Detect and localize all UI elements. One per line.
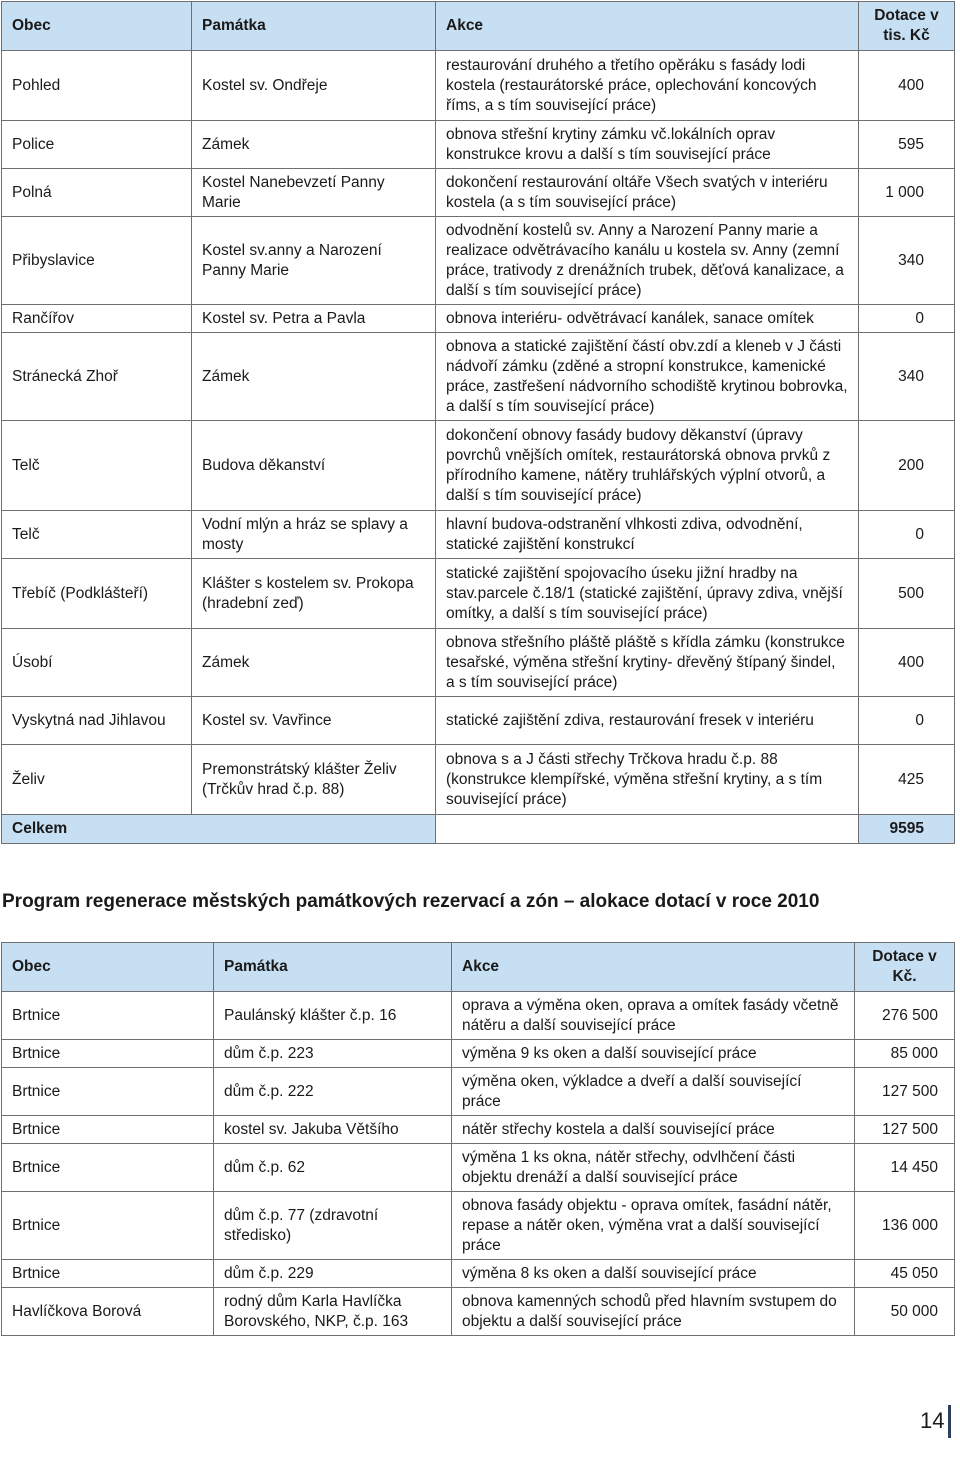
cell-akce: nátěr střechy kostela a další související práce xyxy=(452,1116,855,1144)
table-header-row xyxy=(2,943,955,992)
table-row xyxy=(2,629,955,697)
cell-dotace: 127 500 xyxy=(855,1116,955,1144)
page-number: 14 xyxy=(920,1408,945,1433)
cell-pamatka: Premonstrátský klášter Želiv (Trčkův hrad č.p. 88) xyxy=(192,745,436,815)
cell-dotace: 14 450 xyxy=(855,1144,955,1192)
header-pamatka: Památka xyxy=(214,943,452,992)
cell-obec: Police xyxy=(2,121,192,169)
allocation-table-2 xyxy=(1,942,955,1336)
cell-akce: obnova interiéru- odvětrávací kanálek, sanace omítek xyxy=(436,305,859,333)
cell-pamatka: Kostel sv. Vavřince xyxy=(192,697,436,745)
cell-akce: obnova a statické zajištění částí obv.zdí a kleneb v J části nádvoří zámku (zděné a stropní konstrukce, kamenické práce, zastřešení nádvorního schodiště krytinou bobrovka, a další s tím související práce) xyxy=(436,333,859,421)
cell-obec: Třebíč (Podklášteří) xyxy=(2,559,192,629)
cell-dotace: 400 xyxy=(859,629,955,697)
cell-obec: Vyskytná nad Jihlavou xyxy=(2,697,192,745)
cell-dotace: 340 xyxy=(859,217,955,305)
cell-akce: výměna oken, výkladce a dveří a další související práce xyxy=(452,1068,855,1116)
cell-pamatka: Vodní mlýn a hráz se splavy a mosty xyxy=(192,511,436,559)
cell-pamatka: Paulánský klášter č.p. 16 xyxy=(214,992,452,1040)
cell-pamatka: kostel sv. Jakuba Většího xyxy=(214,1116,452,1144)
cell-pamatka: Kostel Nanebevzetí Panny Marie xyxy=(192,169,436,217)
cell-dotace: 500 xyxy=(859,559,955,629)
table-row xyxy=(2,745,955,815)
cell-obec: Brtnice xyxy=(2,1144,214,1192)
cell-dotace: 595 xyxy=(859,121,955,169)
header-akce: Akce xyxy=(452,943,855,992)
cell-dotace: 45 050 xyxy=(855,1260,955,1288)
cell-akce: dokončení restaurování oltáře Všech svatých v interiéru kostela (a s tím související práce) xyxy=(436,169,859,217)
table-row xyxy=(2,1260,955,1288)
cell-obec: Želiv xyxy=(2,745,192,815)
table-row xyxy=(2,421,955,511)
cell-dotace: 127 500 xyxy=(855,1068,955,1116)
table-row xyxy=(2,511,955,559)
cell-dotace: 50 000 xyxy=(855,1288,955,1336)
cell-akce: obnova s a J části střechy Trčkova hradu č.p. 88 (konstrukce klempířské, výměna střešní krytiny, a s tím související práce) xyxy=(436,745,859,815)
cell-obec: Úsobí xyxy=(2,629,192,697)
cell-dotace: 200 xyxy=(859,421,955,511)
table-row xyxy=(2,305,955,333)
cell-obec: Polná xyxy=(2,169,192,217)
cell-obec: Brtnice xyxy=(2,1116,214,1144)
cell-akce: dokončení obnovy fasády budovy děkanství (úpravy povrchů vnějších omítek, restaurátorská obnova prvků z přírodního kamene, nátěry truhlářských výplní otvorů, a další s tím související práce) xyxy=(436,421,859,511)
cell-obec: Přibyslavice xyxy=(2,217,192,305)
cell-dotace: 276 500 xyxy=(855,992,955,1040)
cell-dotace: 340 xyxy=(859,333,955,421)
cell-dotace: 136 000 xyxy=(855,1192,955,1260)
cell-pamatka: Kostel sv. Ondřeje xyxy=(192,51,436,121)
cell-pamatka: Klášter s kostelem sv. Prokopa (hradební zeď) xyxy=(192,559,436,629)
cell-akce: obnova střešní krytiny zámku vč.lokálních oprav konstrukce krovu a další s tím související práce xyxy=(436,121,859,169)
page-number-bar xyxy=(948,1405,951,1438)
total-row xyxy=(2,815,955,844)
cell-akce: restaurování druhého a třetího opěráku s fasády lodi kostela (restaurátorské práce, oplechování koncových říms, a s tím související práce) xyxy=(436,51,859,121)
table-row xyxy=(2,51,955,121)
cell-obec: Havlíčkova Borová xyxy=(2,1288,214,1336)
cell-obec: Brtnice xyxy=(2,1260,214,1288)
cell-obec: Telč xyxy=(2,421,192,511)
header-obec: Obec xyxy=(2,943,214,992)
table-row xyxy=(2,1116,955,1144)
cell-pamatka: Zámek xyxy=(192,121,436,169)
cell-pamatka: Kostel sv.anny a Narození Panny Marie xyxy=(192,217,436,305)
cell-dotace: 425 xyxy=(859,745,955,815)
table-row xyxy=(2,121,955,169)
cell-akce: odvodnění kostelů sv. Anny a Narození Panny marie a realizace odvětrávacího kanálu u kostela sv. Anny (zemní práce, trativody z drenážních trubek, děťová kanalizace, a další s tím související práce) xyxy=(436,217,859,305)
cell-obec: Brtnice xyxy=(2,1068,214,1116)
cell-pamatka: Zámek xyxy=(192,333,436,421)
cell-obec: Brtnice xyxy=(2,992,214,1040)
cell-dotace: 400 xyxy=(859,51,955,121)
total-label: Celkem xyxy=(2,815,436,844)
cell-akce: obnova střešního pláště pláště s křídla zámku (konstrukce tesařské, výměna střešní krytiny- dřevěný štípaný šindel, a s tím související práce) xyxy=(436,629,859,697)
header-dotace: Dotace v tis. Kč xyxy=(859,2,955,51)
cell-akce: oprava a výměna oken, oprava a omítek fasády včetně nátěru a další související práce xyxy=(452,992,855,1040)
cell-pamatka: rodný dům Karla Havlíčka Borovského, NKP, č.p. 163 xyxy=(214,1288,452,1336)
cell-obec: Pohled xyxy=(2,51,192,121)
cell-obec: Telč xyxy=(2,511,192,559)
table-row xyxy=(2,559,955,629)
table-row xyxy=(2,1288,955,1336)
table-row xyxy=(2,1192,955,1260)
cell-dotace: 0 xyxy=(859,305,955,333)
cell-obec: Stránecká Zhoř xyxy=(2,333,192,421)
total-blank xyxy=(436,815,859,844)
cell-dotace: 85 000 xyxy=(855,1040,955,1068)
table-row xyxy=(2,697,955,745)
table-row xyxy=(2,333,955,421)
cell-obec: Brtnice xyxy=(2,1040,214,1068)
cell-akce: statické zajištění zdiva, restaurování fresek v interiéru xyxy=(436,697,859,745)
cell-akce: obnova kamenných schodů před hlavním svstupem do objektu a další související práce xyxy=(452,1288,855,1336)
cell-dotace: 0 xyxy=(859,697,955,745)
table-row xyxy=(2,1144,955,1192)
cell-akce: statické zajištění spojovacího úseku jižní hradby na stav.parcele č.18/1 (statické zajištění, úpravy zdiva, vnější omítky, a další s tím související práce) xyxy=(436,559,859,629)
cell-akce: hlavní budova-odstranění vlhkosti zdiva, odvodnění, statické zajištění konstrukcí xyxy=(436,511,859,559)
cell-akce: výměna 1 ks okna, nátěr střechy, odvlhčení části objektu drenáží a další související práce xyxy=(452,1144,855,1192)
header-dotace: Dotace v Kč. xyxy=(855,943,955,992)
cell-pamatka: dům č.p. 77 (zdravotní středisko) xyxy=(214,1192,452,1260)
cell-dotace: 0 xyxy=(859,511,955,559)
header-akce: Akce xyxy=(436,2,859,51)
cell-obec: Brtnice xyxy=(2,1192,214,1260)
table-row xyxy=(2,992,955,1040)
cell-pamatka: Kostel sv. Petra a Pavla xyxy=(192,305,436,333)
cell-pamatka: Budova děkanství xyxy=(192,421,436,511)
table-row xyxy=(2,1068,955,1116)
total-value: 9595 xyxy=(859,815,955,844)
cell-pamatka: dům č.p. 222 xyxy=(214,1068,452,1116)
cell-pamatka: dům č.p. 223 xyxy=(214,1040,452,1068)
cell-pamatka: Zámek xyxy=(192,629,436,697)
cell-akce: výměna 8 ks oken a další související práce xyxy=(452,1260,855,1288)
section-heading: Program regenerace městských památkových rezervací a zón – alokace dotací v roce 2010 xyxy=(2,891,820,912)
cell-obec: Rančířov xyxy=(2,305,192,333)
cell-akce: obnova fasády objektu - oprava omítek, fasádní nátěr, repase a nátěr oken, výměna vrat a další související práce xyxy=(452,1192,855,1260)
table-row xyxy=(2,1040,955,1068)
cell-dotace: 1 000 xyxy=(859,169,955,217)
cell-pamatka: dům č.p. 62 xyxy=(214,1144,452,1192)
header-obec: Obec xyxy=(2,2,192,51)
cell-pamatka: dům č.p. 229 xyxy=(214,1260,452,1288)
table-header-row xyxy=(2,2,955,51)
allocation-table-1 xyxy=(1,1,955,844)
header-pamatka: Památka xyxy=(192,2,436,51)
table-row xyxy=(2,217,955,305)
cell-akce: výměna 9 ks oken a další související práce xyxy=(452,1040,855,1068)
table-row xyxy=(2,169,955,217)
